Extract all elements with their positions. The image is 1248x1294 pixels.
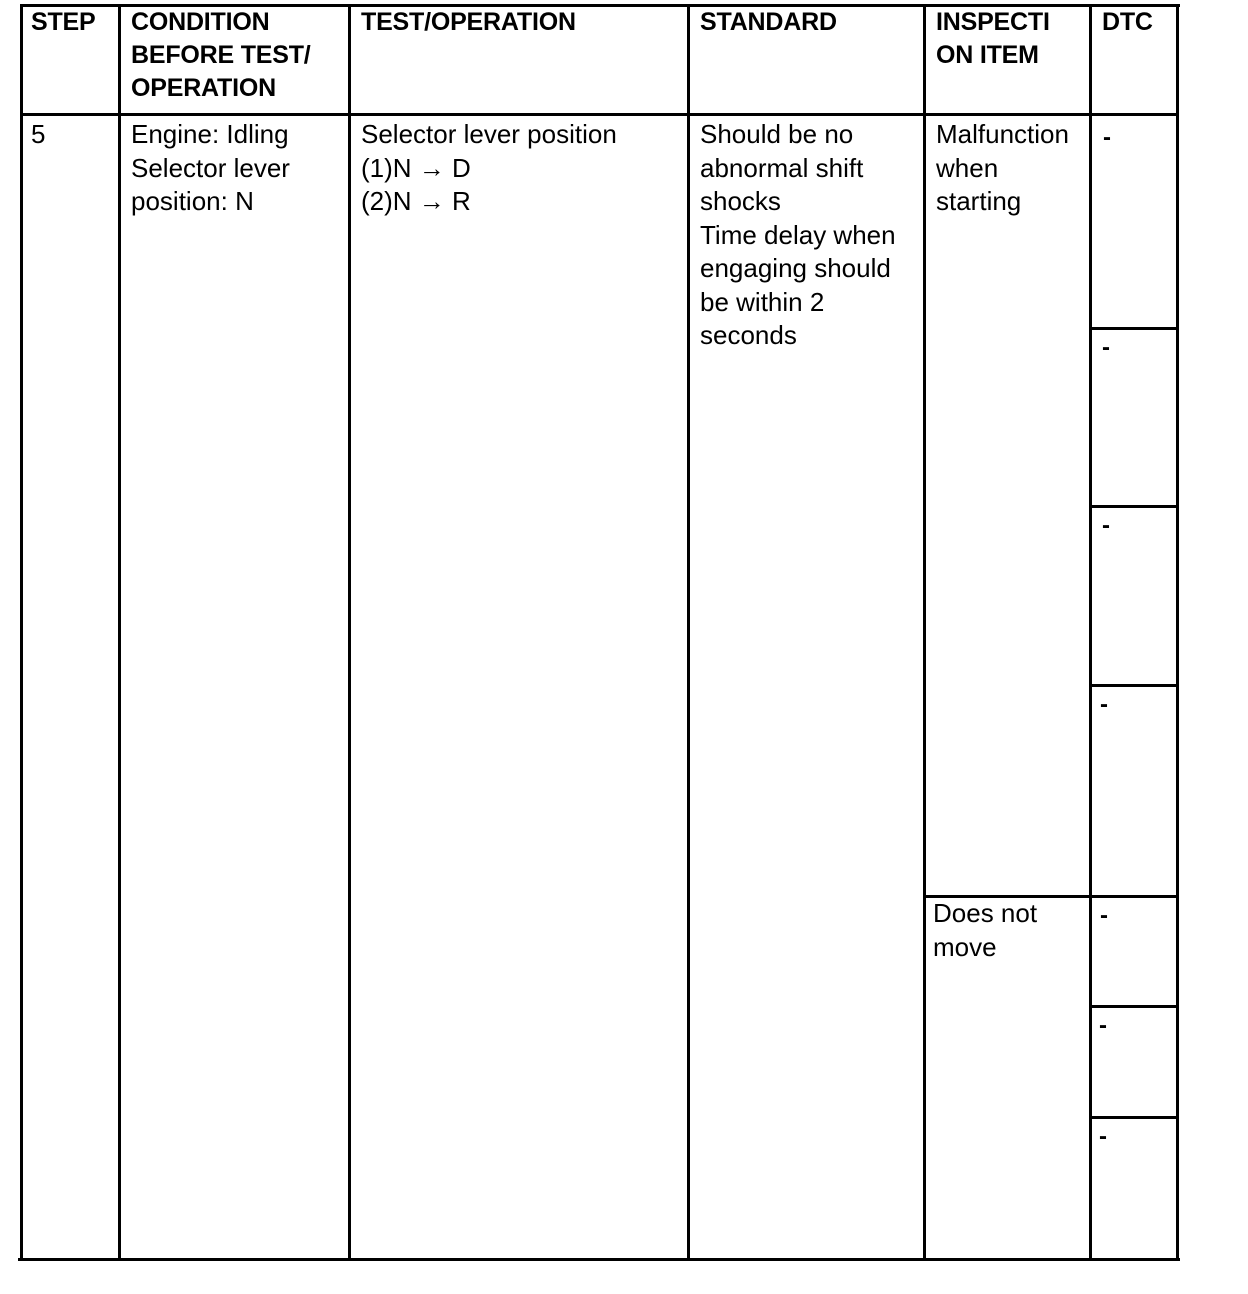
header-step: STEP (31, 8, 96, 36)
cell-step-value: 5 (31, 119, 46, 149)
column-divider-inspection (1089, 4, 1092, 1261)
header-condition: CONDITION BEFORE TEST/ OPERATION (131, 8, 311, 102)
dtc-row-divider (1092, 1005, 1178, 1008)
dtc-row-divider (1092, 1116, 1178, 1119)
cell-condition: Engine: Idling Selector lever position: N (131, 119, 290, 216)
column-divider-standard (923, 4, 926, 1261)
cell-dtc-value: - (1100, 902, 1108, 929)
dtc-row-divider (1092, 327, 1178, 330)
table-left-border (20, 4, 23, 1261)
header-dtc: DTC (1102, 8, 1153, 36)
cell-inspection-item: Malfunction when starting (936, 119, 1069, 216)
header-test-operation: TEST/OPERATION (361, 8, 576, 36)
dtc-row-divider (1092, 505, 1178, 508)
cell-standard: Should be no abnormal shift shocks Time delay when engaging should be within 2 seconds (700, 119, 896, 350)
cell-dtc-value: - (1102, 334, 1110, 361)
cell-dtc-value: - (1099, 1123, 1107, 1150)
cell-dtc-value: - (1103, 124, 1111, 151)
dtc-row-divider (1092, 684, 1178, 687)
cell-dtc-value: - (1100, 691, 1108, 718)
cell-dtc-value: - (1099, 1012, 1107, 1039)
table-right-border (1176, 4, 1179, 1261)
column-divider-condition (348, 4, 351, 1261)
column-divider-test (687, 4, 690, 1261)
cell-test-operation: Selector lever position (1)N → D (2)N → R (361, 119, 617, 216)
header-inspection-item: INSPECTI ON ITEM (936, 8, 1050, 69)
header-bottom-border (22, 113, 1178, 116)
header-standard: STANDARD (700, 8, 837, 36)
table-bottom-border (18, 1258, 1180, 1261)
column-divider-step (118, 4, 121, 1261)
cell-inspection-item: Does not move (933, 898, 1038, 962)
cell-dtc-value: - (1102, 512, 1110, 539)
